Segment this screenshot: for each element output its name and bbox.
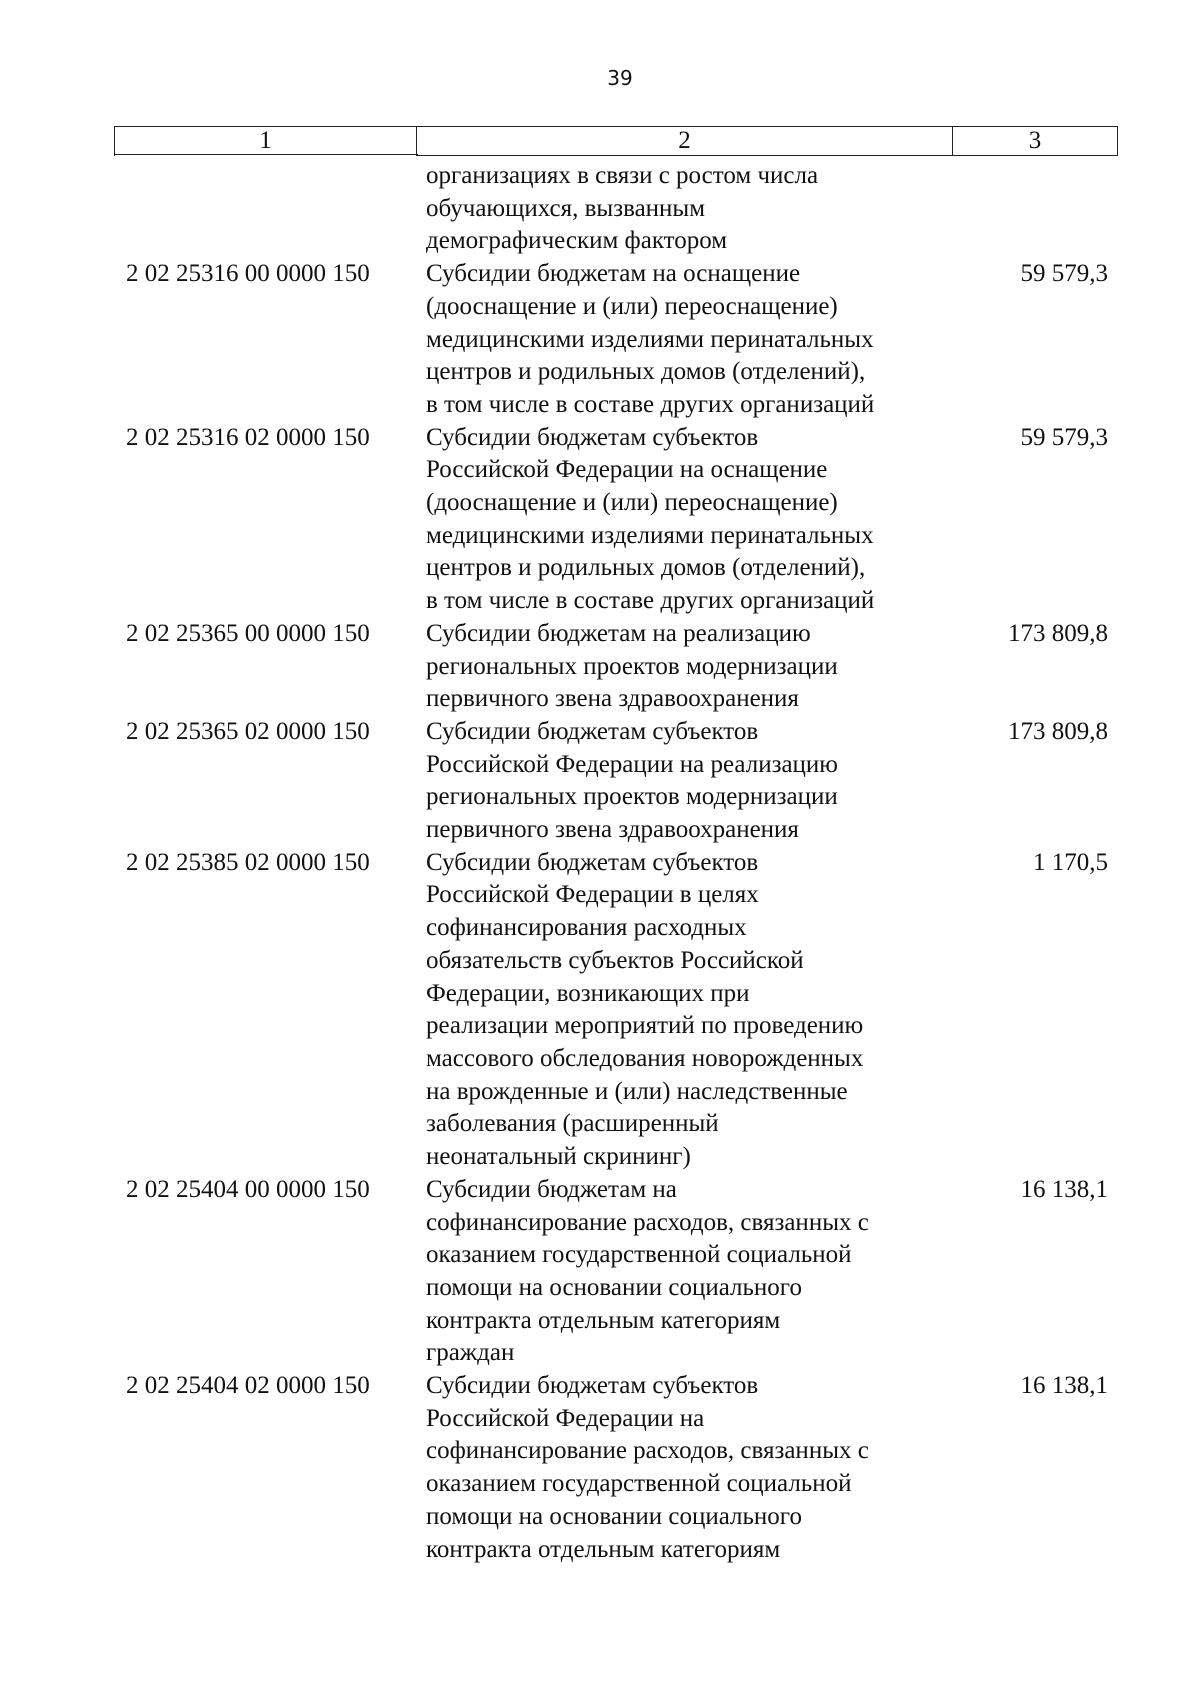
row-code: 2 02 25365 02 0000 150 — [126, 717, 370, 745]
row-amount: 173 809,8 — [1008, 717, 1108, 745]
row-description: Субсидии бюджетам субъектов Российской Федерации на софинансирование расходов, связанных с оказанием государственной социальной помощи на основании социального контракта отдельным категориям — [426, 1372, 869, 1563]
header-col-1: 1 — [115, 127, 417, 156]
header-col-3: 3 — [953, 127, 1117, 156]
table-row — [114, 422, 1118, 618]
table-row — [114, 1174, 1118, 1370]
row-description: Субсидии бюджетам субъектов Российской Федерации на оснащение (дооснащение и (или) переоснащение) медицинскими изделиями перинатальных центров и родильных домов (отделений), в том числе в составе других организаций — [426, 423, 875, 615]
row-amount: 173 809,8 — [1008, 619, 1108, 647]
table-row — [114, 618, 1118, 716]
row-amount: 1 170,5 — [1033, 848, 1108, 876]
row-amount: 59 579,3 — [1020, 260, 1108, 288]
row-code: 2 02 25404 02 0000 150 — [126, 1372, 370, 1400]
table-row — [114, 716, 1118, 847]
table-header — [114, 126, 1118, 156]
header-col-2: 2 — [417, 127, 953, 156]
table-row — [114, 160, 1118, 258]
row-description: Субсидии бюджетам на оснащение (дооснащение и (или) переоснащение) медицинскими изделиями перинатальных центров и родильных домов (отделений), в том числе в составе других организаций — [426, 260, 875, 418]
table-row — [114, 847, 1118, 1174]
row-description: Субсидии бюджетам на софинансирование расходов, связанных с оказанием государственной социальной помощи на основании социального контракта отдельным категориям граждан — [426, 1175, 869, 1367]
row-code: 2 02 25404 00 0000 150 — [126, 1175, 370, 1203]
page-number: 39 — [607, 66, 633, 90]
row-description: организациях в связи с ростом числа обучающихся, вызванным демографическим фактором — [426, 162, 819, 255]
row-description: Субсидии бюджетам на реализацию региональных проектов модернизации первичного звена здравоохранения — [426, 619, 838, 713]
table-row — [114, 1370, 1118, 1566]
table-body — [114, 160, 1118, 1566]
row-amount: 16 138,1 — [1020, 1175, 1108, 1203]
row-code — [114, 160, 416, 258]
row-code: 2 02 25385 02 0000 150 — [126, 848, 370, 876]
row-code: 2 02 25316 00 0000 150 — [126, 260, 370, 288]
table-row — [114, 258, 1118, 422]
row-amount: 59 579,3 — [1020, 423, 1108, 451]
row-description: Субсидии бюджетам субъектов Российской Федерации в целях софинансирования расходных обязательств субъектов Российской Федерации, возникающих при реализации мероприятий по проведению массового обследования новорожденных на врожденные и (или) наследственные заболевания (расширенный неонатальный скрининг) — [426, 848, 864, 1171]
row-code: 2 02 25316 02 0000 150 — [126, 423, 370, 451]
row-description: Субсидии бюджетам субъектов Российской Федерации на реализацию региональных проектов модернизации первичного звена здравоохранения — [426, 717, 838, 844]
row-code: 2 02 25365 00 0000 150 — [126, 619, 370, 647]
row-amount: 16 138,1 — [1020, 1372, 1108, 1400]
row-amount — [952, 160, 1118, 258]
header-divider — [114, 154, 418, 155]
